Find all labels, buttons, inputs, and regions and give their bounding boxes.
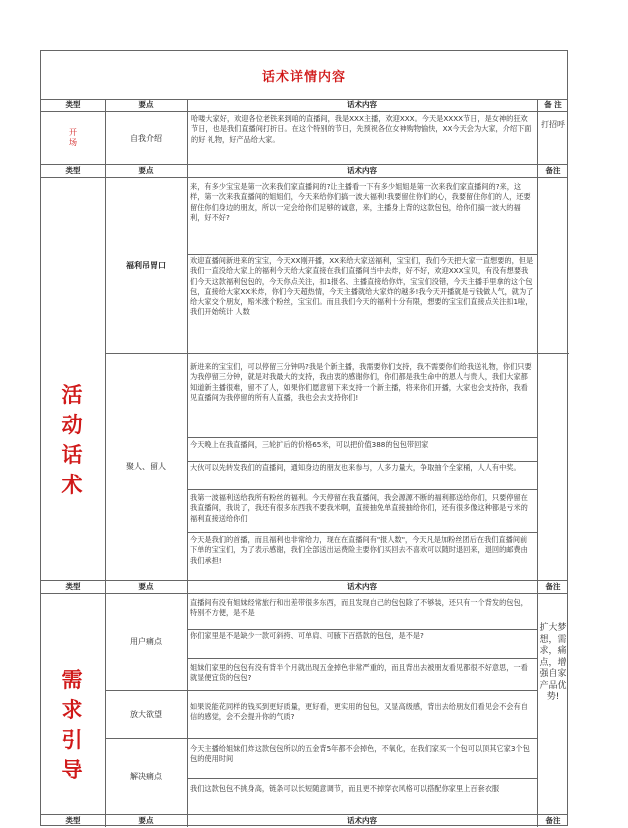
- content-activity-1: 来，有多少宝宝是第一次来我们家直播间的?让主播看一下有多少姐姐是第一次来我们家直播间的?来，这样，第一次来我直播间的姐姐们，今天来给你们搞一波大福利!我要留住你们的心，我要留住你们的人，还要留住你们身边的朋友，所以一定会给你们足够的诚意，来，主播身上背的这款包包，给你们搞一波大的福利，好不好?: [190, 182, 531, 222]
- row-divider: [105, 353, 569, 354]
- table-header-2: 类型 要点 话术内容 备注: [41, 164, 567, 178]
- header-point: 要点: [138, 100, 154, 109]
- row-divider: [187, 658, 537, 659]
- note-demand: 扩大梦想，需求，痛点，增强自家产品优势!: [539, 623, 567, 702]
- row-divider: [105, 738, 537, 739]
- table-header-3: 类型 要点 话术内容 备注: [41, 580, 567, 594]
- content-activity-2: 欢迎直播间新进来的宝宝，今天XX刚开播，XX来给大家送福利，宝宝们，我们今天把大家一直想要的，但是我们一直没给大家上的福利今天给大家直接在我们直播间当中去炸，好不好，欢迎XXX宝贝，有没有想要我们今天这款福利包包的，今天你点关注，扣1报名、主播直接给你炸，宝宝们没错，今天主播手里拿的这个包包，直接给大家XX米炸，你们今天超热情，今天主播就给大家炸的越多!我今天开播就是亏钱做人气，就为了给大家交个朋友，赔米涨个粉丝，宝宝们。而且我们今天的福利十分有限，想要的宝宝们直接点关注扣1啦，我们开始统计 人数: [190, 256, 534, 317]
- type-activity-text: 活动话术: [61, 383, 83, 497]
- type-demand-text: 需求引导: [61, 668, 83, 782]
- content-opening: 哈喽大家好，欢迎各位老铁来到咱的直播间，我是XXX主播，欢迎XXX。今天是XXXX节日，是女神的狂欢节日，也是我们直播间打折日。在这个特别的节日，先预祝各位女神购物愉快，XX今天会为大家，介绍下面的好 礼物，好产品给大家。: [191, 114, 532, 144]
- row-divider: [187, 489, 537, 490]
- row-divider: [105, 690, 537, 691]
- header-content: 话术内容: [347, 100, 377, 109]
- content-demand-2: 你们家里是不是缺少一款可斜挎、可单肩、可腋下百搭款的包包，是不是?: [190, 631, 424, 640]
- row-divider: [187, 532, 537, 533]
- row-divider: [187, 778, 537, 779]
- content-demand-3: 姐妹们家里的包包有没有背半个月就出现五金掉色非常严重的，而且背出去被朋友看见都很不好意思，一看就显便宜货的包包?: [190, 663, 528, 683]
- row-divider: [187, 461, 537, 462]
- content-activity-3: 新进来的宝宝们，可以停留三分钟吗?我是个新主播，我需要你们支持，我不需要你们给我送礼物，你们只要为我停留三分钟，就是对我最大的支持，我由衷的感谢你们，你们都是我生命中的恩人与贵人，我们大家都知道新主播很难，留不了人，如果你们愿意留下来支持一个新主播，将来你们开播，大家也会支持你，我看见直播间为我停留的所有人直播，我也会去支持你们!: [190, 362, 532, 402]
- table-title: 话术详情内容: [41, 51, 567, 100]
- type-opening: 开场: [69, 128, 77, 147]
- table-header-4: 类型 要点 话术内容 备注: [41, 814, 567, 827]
- point-welfare-tease: 福利吊胃口: [126, 260, 166, 270]
- point-pain: 用户痛点: [130, 637, 162, 646]
- content-activity-4: 今天晚上在我直播间，三轮扩后的价格65米，可以把价值388的包包带回家: [190, 440, 429, 449]
- point-retain-users: 聚人、留人: [126, 462, 166, 471]
- header-type: 类型: [65, 100, 81, 109]
- content-demand-1: 直播间有没有姐妹经常旅行和出差带很多东西，而且发现自己的包包除了不够装，还只有一个背发的包包，特别不方便，是不是: [190, 598, 528, 618]
- row-divider: [187, 254, 537, 255]
- point-self-intro: 自我介绍: [130, 133, 162, 143]
- row-divider: [187, 629, 537, 630]
- script-detail-table: [40, 50, 568, 826]
- point-solve: 解决痛点: [130, 771, 162, 781]
- content-activity-5: 大伙可以先转发我们的直播间，通知身边的朋友也来参与，人多力量大，争取抽个全家桶，人人有中奖。: [190, 463, 521, 472]
- content-demand-6: 我们这款包包不挑身高，链条可以长短随意调节，而且更不掉穿衣风格可以搭配你家里上百套衣服: [190, 784, 500, 793]
- content-activity-7: 今天是我们的首播，而且福利也非常给力，现在在直播间有"报人数"，今天凡是加粉丝团后在我们直播间前下单的宝宝们，为了表示感谢，我们全部送出运费险主要你们买回去不喜欢可以随时退回来，退回的邮费由我们承担!: [190, 535, 528, 565]
- row-divider: [187, 437, 537, 438]
- table-header: [41, 99, 567, 112]
- note-opening: 打招呼: [541, 120, 565, 129]
- content-demand-5: 今天主播给姐妹们炸这款包包所以的五金背5年都不会掉色，不氧化，在我们家买一个包可以顶其它家3个包包的使用时间: [190, 744, 530, 764]
- point-desire: 放大欲望: [130, 709, 162, 719]
- content-activity-6: 我第一波福利送给我所有粉丝的福利。今天停留在我直播间，我会源源不断的福利都送给你们，只要停留在我直播间，我说了，我还有很多东西我不要我米啊，直接抽免单直接抽给你们，还有很多像这种都是亏米的福利直接送给你们: [190, 493, 528, 523]
- col-divider: [105, 99, 106, 827]
- col-divider: [537, 99, 538, 827]
- header-note: 备 注: [544, 100, 562, 109]
- content-demand-4: 如果说能花同样的钱买到更好质量，更好看，更实用的包包，又显高级感，背出去给朋友们看见会不会有自信的感觉，会不会提升你的气质?: [190, 702, 528, 722]
- col-divider: [187, 99, 188, 827]
